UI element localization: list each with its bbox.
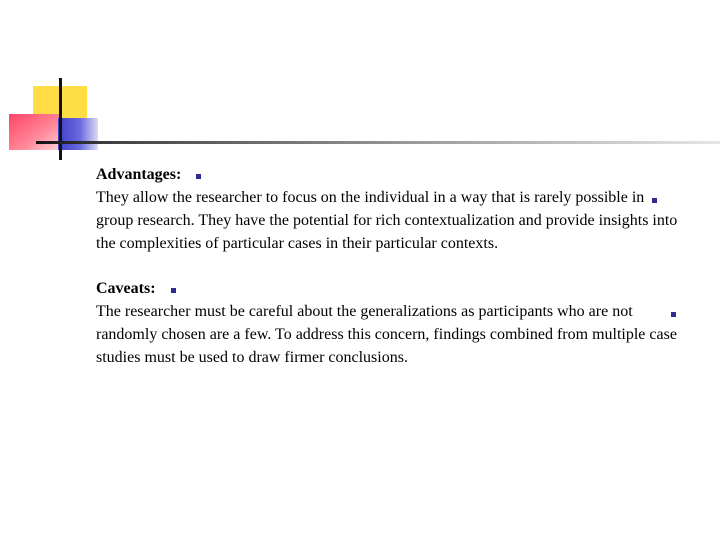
caveats-heading	[96, 277, 156, 300]
red-square-decoration	[9, 114, 59, 150]
advantages-heading	[96, 163, 181, 186]
vertical-rule	[59, 78, 62, 160]
square-bullet-icon	[671, 312, 676, 317]
caveats-section	[96, 277, 680, 369]
caveats-paragraph	[96, 300, 680, 369]
advantages-section	[96, 163, 680, 255]
slide-content	[96, 163, 680, 369]
caveats-body-text: The researcher must be careful about the generalizations as participants who are not randomly chosen are a few. To address this concern, findings combined from multiple case studies must be used to draw firmer conclusions.	[96, 303, 677, 366]
advantages-body-text: They allow the researcher to focus on the individual in a way that is rarely possible in group research. They have the potential for rich contextualization and provide insights into the complexities of particular cases in their particular contexts.	[96, 189, 678, 252]
square-bullet-icon	[171, 288, 176, 293]
square-bullet-icon	[196, 174, 201, 179]
square-bullet-icon	[652, 198, 657, 203]
advantages-heading-text: Advantages:	[96, 166, 182, 183]
advantages-paragraph	[96, 186, 680, 255]
horizontal-rule	[36, 141, 720, 144]
blue-square-decoration	[58, 118, 98, 150]
caveats-heading-text: Caveats:	[96, 280, 156, 297]
